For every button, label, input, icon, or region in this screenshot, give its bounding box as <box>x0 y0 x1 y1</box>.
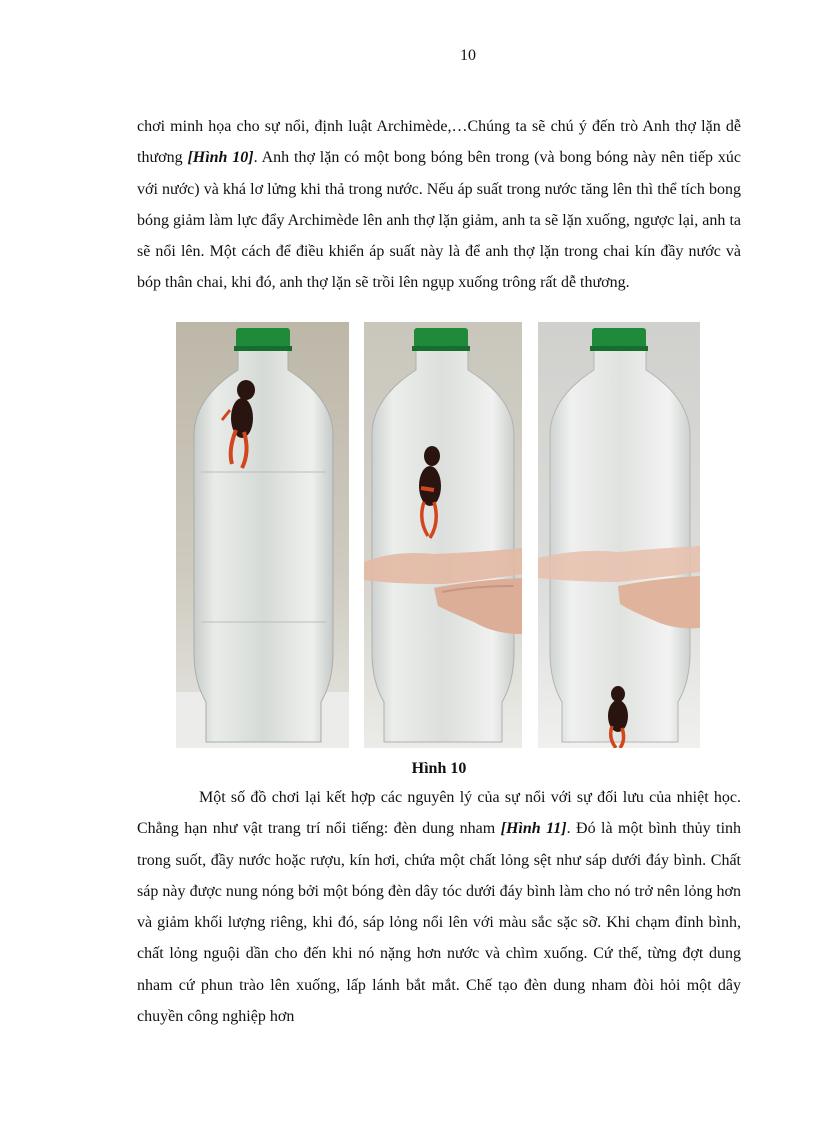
page-number: 10 <box>460 47 476 64</box>
bottle-diver-middle-squeezed-photo <box>364 322 522 748</box>
paragraph-1-text-a: chơi minh họa cho sự nổi, định luật Archimède,…Chúng ta sẽ chú ý đến trò Anh thợ lặn dễ thương <box>137 118 741 167</box>
paragraph-2 <box>137 782 741 1032</box>
paragraph-2-text-b: . Đó là một bình thủy tinh trong suốt, đầy nước hoặc rượu, kín hơi, chứa một chất lỏng sệt như sáp dưới đáy bình. Chất sáp này được nung nóng bởi một bóng đèn dây tóc dưới đáy bình làm cho nó trở nên lỏng hơn và giảm khối lượng riêng, khi đó, sáp lỏng nổi lên với màu sắc sặc sỡ. Khi chạm đỉnh bình, chất lỏng nguội dần cho đến khi nó nặng hơn nước và chìm xuống. Cứ thế, từng đợt dung nham cứ phun trào lên xuống, lấp lánh bắt mắt. Chế tạo đèn dung nham đòi hỏi một dây chuyền công nghiệp hơn <box>137 820 742 1026</box>
bottle-diver-bottom-squeezed-photo <box>538 322 700 748</box>
paragraph-1-text-b: . Anh thợ lặn có một bong bóng bên trong (và bong bóng này nên tiếp xúc với nước) và khá lơ lửng khi thả trong nước. Nếu áp suất trong nước tăng lên thì thể tích bong bóng giảm làm lực đẩy Archimède lên anh thợ lặn giảm, anh ta sẽ lặn xuống, ngược lại, anh ta sẽ nổi lên. Một cách để điều khiển áp suất này là để anh thợ lặn trong chai kín đầy nước và bóp thân chai, khi đó, anh thợ lặn sẽ trồi lên ngụp xuống trông rất dễ thương. <box>137 149 742 292</box>
bottle-diver-top-photo <box>176 322 349 748</box>
paragraph-1 <box>137 111 741 299</box>
paragraph-2-text-a: Một số đồ chơi lại kết hợp các nguyên lý của sự nổi với sự đối lưu của nhiệt học. Chẳng hạn như vật trang trí nổi tiếng: đèn dung nham <box>137 789 741 838</box>
figure-reference-11: [Hình 11] <box>500 820 567 838</box>
figure-reference-10: [Hình 10] <box>187 149 254 167</box>
figure-caption: Hình 10 <box>411 760 467 777</box>
figure-10 <box>176 322 700 748</box>
